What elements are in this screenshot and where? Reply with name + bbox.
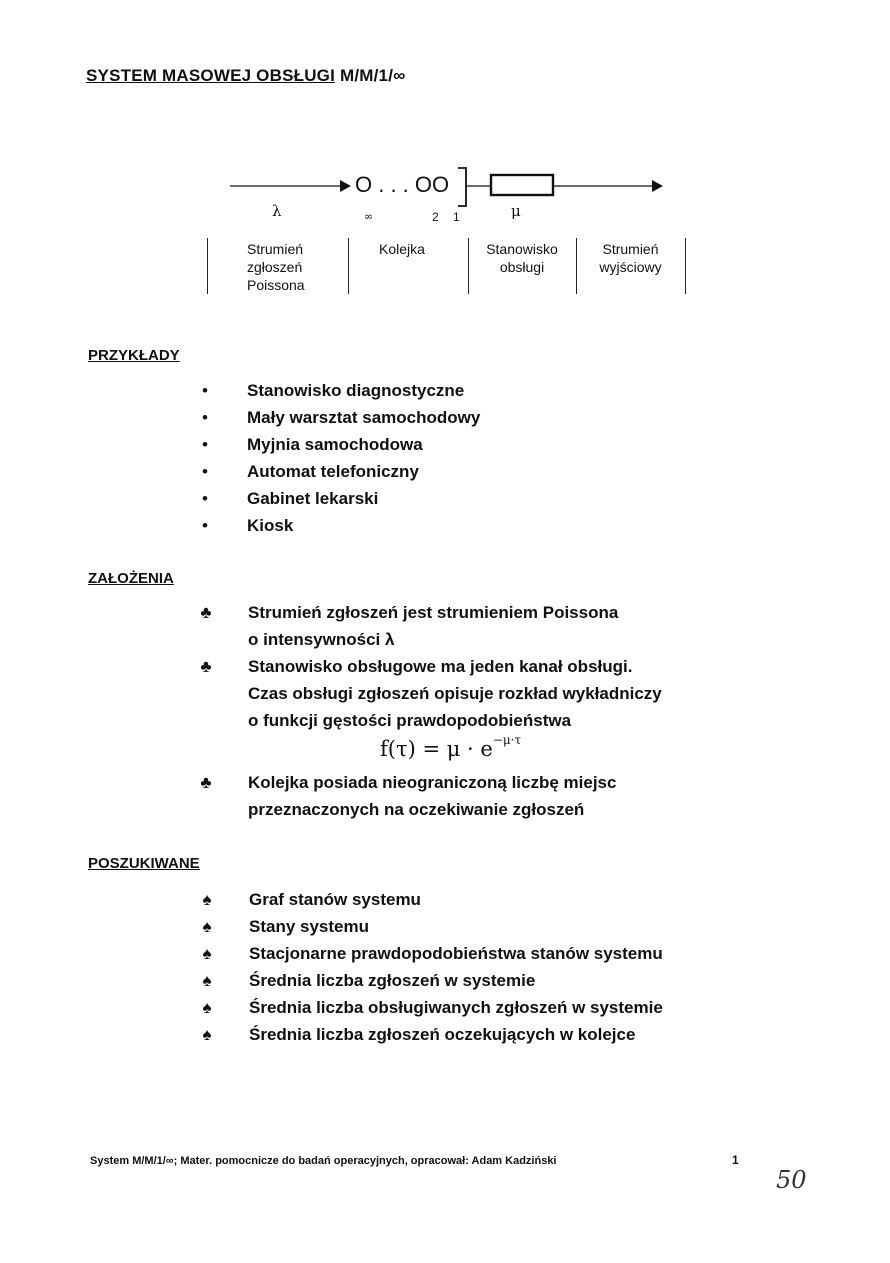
list-item-text: Średnia liczba zgłoszeń w systemie <box>249 971 536 990</box>
list-item <box>202 377 480 404</box>
formula-main: f(τ) = μ · e <box>380 737 493 761</box>
page-number: 1 <box>732 1153 739 1167</box>
list-item-text: Stanowisko diagnostyczne <box>247 381 465 400</box>
list-item-text: Średnia liczba zgłoszeń oczekujących w kolejce <box>249 1025 636 1044</box>
column-text: Stanowisko <box>486 241 558 257</box>
queue-flow-drawing <box>0 140 890 310</box>
spade-icon: ♠ <box>202 1025 212 1044</box>
column-text: Strumień <box>247 241 304 257</box>
list-item <box>202 1021 663 1048</box>
list-item-text: Automat telefoniczny <box>247 462 419 481</box>
list-item <box>202 512 480 539</box>
formula-exponent: −μ·τ <box>492 733 522 747</box>
list-item-text: Stany systemu <box>249 917 369 936</box>
list-item-text: o funkcji gęstości prawdopodobieństwa <box>248 711 572 730</box>
examples-list <box>202 377 481 539</box>
list-item-continuation <box>248 796 616 823</box>
bullet-icon: • <box>202 381 208 400</box>
title-model: M/M/1/∞ <box>339 66 406 85</box>
list-item-text: Średnia liczba obsługiwanych zgłoszeń w systemie <box>249 998 663 1017</box>
list-item-text: Stacjonarne prawdopodobieństwa stanów systemu <box>249 944 663 963</box>
column-text: Kolejka <box>379 241 425 257</box>
handwritten-note: 50 <box>776 1166 807 1194</box>
column-text: Strumień <box>602 241 659 257</box>
title-main: SYSTEM MASOWEJ OBSŁUGI <box>86 66 336 85</box>
list-item-text: Kolejka posiada nieograniczoną liczbę miejsc <box>248 773 617 792</box>
list-item-text: Myjnia samochodowa <box>247 435 423 454</box>
assumptions-list <box>200 599 662 734</box>
density-formula <box>380 733 522 761</box>
server-box <box>491 175 553 195</box>
club-icon: ♣ <box>200 773 212 792</box>
divider <box>685 238 686 294</box>
list-item <box>202 967 663 994</box>
list-item <box>202 485 480 512</box>
searched-heading: POSZUKIWANE <box>88 855 200 872</box>
list-item-continuation <box>248 707 662 734</box>
list-item-text: Strumień zgłoszeń jest strumieniem Poissona <box>248 603 619 622</box>
column-queue <box>379 240 425 258</box>
position-2-label: 2 <box>432 210 439 224</box>
list-item <box>202 431 480 458</box>
list-item <box>202 404 481 431</box>
bullet-icon: • <box>202 435 208 454</box>
bullet-icon: • <box>202 408 208 427</box>
bullet-icon: • <box>202 489 208 508</box>
list-item <box>202 940 663 967</box>
list-item-text: Kiosk <box>247 516 294 535</box>
column-text: wyjściowy <box>599 259 662 275</box>
list-item-text: Czas obsługi zgłoszeń opisuje rozkład wykładniczy <box>248 684 662 703</box>
divider <box>348 238 349 294</box>
list-item-text: Graf stanów systemu <box>249 890 421 909</box>
page-title <box>86 66 405 86</box>
list-item <box>202 913 663 940</box>
column-text: Poissona <box>247 277 305 293</box>
queue-bracket <box>458 168 466 206</box>
spade-icon: ♠ <box>202 944 212 963</box>
list-item <box>200 599 662 626</box>
queue-customers: O . . . OO <box>355 172 450 197</box>
output-arrowhead <box>652 180 663 192</box>
list-item <box>200 769 617 796</box>
list-item-text: o intensywności λ <box>248 630 395 649</box>
bullet-icon: • <box>202 462 208 481</box>
spade-icon: ♠ <box>202 890 212 909</box>
spade-icon: ♠ <box>202 917 212 936</box>
list-item-text: przeznaczonych na oczekiwanie zgłoszeń <box>248 800 585 819</box>
list-item <box>202 994 663 1021</box>
column-output-stream <box>576 240 685 276</box>
assumptions-heading: ZAŁOŻENIA <box>88 570 174 587</box>
lambda-label: λ <box>272 202 282 220</box>
list-item <box>200 653 662 680</box>
queue-diagram <box>0 140 890 310</box>
mu-label: μ <box>511 202 521 220</box>
column-input-stream <box>247 240 305 294</box>
list-item <box>202 886 663 913</box>
searched-list <box>202 886 663 1048</box>
input-arrowhead <box>340 180 351 192</box>
list-item-text: Gabinet lekarski <box>247 489 379 508</box>
club-icon: ♣ <box>200 603 212 622</box>
assumptions-list-cont <box>200 769 617 823</box>
spade-icon: ♠ <box>202 998 212 1017</box>
column-text: zgłoszeń <box>247 259 303 275</box>
footer-text: System M/M/1/∞; Mater. pomocnicze do badań operacyjnych, opracował: Adam Kadziński <box>90 1155 557 1167</box>
club-icon: ♣ <box>200 657 212 676</box>
spade-icon: ♠ <box>202 971 212 990</box>
column-service-station <box>468 240 576 276</box>
list-item-continuation <box>248 680 662 707</box>
position-1-label: 1 <box>453 210 460 224</box>
list-item-continuation <box>248 626 662 653</box>
divider <box>207 238 208 294</box>
list-item <box>202 458 480 485</box>
list-item-text: Mały warsztat samochodowy <box>247 408 481 427</box>
column-text: obsługi <box>499 259 545 275</box>
infinity-label: ∞ <box>364 210 374 223</box>
bullet-icon: • <box>202 516 208 535</box>
examples-heading: PRZYKŁADY <box>88 347 180 364</box>
list-item-text: Stanowisko obsługowe ma jeden kanał obsługi. <box>248 657 633 676</box>
